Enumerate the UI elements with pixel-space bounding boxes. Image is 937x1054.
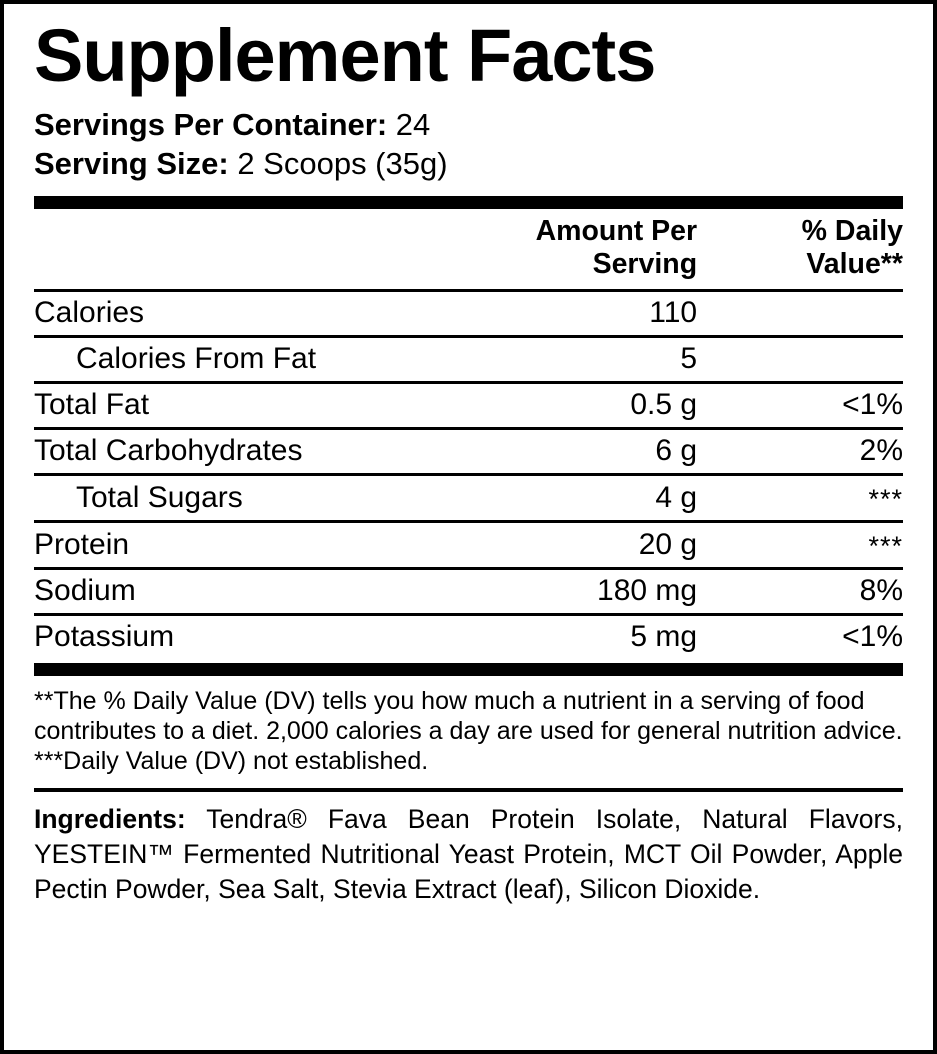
row-name: Calories — [34, 290, 442, 336]
header-amount-per-serving: Amount Per Serving — [535, 214, 698, 280]
serving-size — [34, 144, 911, 184]
row-name: Total Fat — [34, 382, 442, 428]
table-row — [34, 521, 903, 568]
servings-per-container-value: 24 — [395, 106, 431, 142]
serving-size-label: Serving Size: — [34, 146, 229, 182]
row-name: Protein — [34, 521, 442, 568]
footnote-not-established: ***Daily Value (DV) not established. — [34, 746, 429, 775]
row-name: Potassium — [34, 614, 442, 659]
table-row — [34, 428, 903, 474]
row-amount: 0.5 g — [442, 382, 703, 428]
row-dv: *** — [703, 521, 903, 568]
footnotes — [34, 686, 903, 776]
table-row — [34, 568, 903, 614]
top-divider — [34, 196, 903, 209]
ingredients — [34, 802, 903, 908]
ingredients-divider — [34, 788, 903, 792]
ingredients-label: Ingredients: — [34, 803, 186, 834]
row-amount: 6 g — [442, 428, 703, 474]
row-name: Total Carbohydrates — [34, 428, 442, 474]
row-amount: 110 — [442, 290, 703, 336]
row-name: Sodium — [34, 568, 442, 614]
servings-per-container — [34, 105, 911, 145]
header-blank — [34, 209, 442, 291]
table-row — [34, 474, 903, 521]
row-name: Calories From Fat — [34, 336, 442, 382]
servings-per-container-label: Servings Per Container: — [34, 106, 388, 142]
row-amount: 5 — [442, 336, 703, 382]
row-amount: 20 g — [442, 521, 703, 568]
row-amount: 4 g — [442, 474, 703, 521]
row-dv: *** — [703, 474, 903, 521]
footnote-daily-value: **The % Daily Value (DV) tells you how much a nutrient in a serving of food contributes to a diet. 2,000 calories a day are used for general nutrition advice. — [34, 686, 903, 745]
row-dv — [703, 290, 903, 336]
table-row — [34, 290, 903, 336]
table-row — [34, 382, 903, 428]
row-dv: <1% — [703, 614, 903, 659]
row-amount: 180 mg — [442, 568, 703, 614]
row-dv — [703, 336, 903, 382]
page-title: Supplement Facts — [34, 14, 656, 97]
row-amount: 5 mg — [442, 614, 703, 659]
bottom-divider — [34, 663, 903, 676]
row-name: Total Sugars — [34, 474, 442, 521]
header-daily-value: % Daily Value** — [801, 214, 903, 280]
row-dv: <1% — [703, 382, 903, 428]
table-row — [34, 336, 903, 382]
nutrition-table — [34, 209, 903, 659]
serving-size-value: 2 Scoops (35g) — [237, 146, 448, 182]
ingredients-text: Tendra® Fava Bean Protein Isolate, Natural Flavors, YESTEIN™ Fermented Nutritional Yeast Protein, MCT Oil Powder, Apple Pectin Powder, Sea Salt, Stevia Extract (leaf), Silicon Dioxide. — [34, 803, 903, 905]
table-row — [34, 614, 903, 659]
table-header-row — [34, 209, 903, 291]
row-dv: 8% — [703, 568, 903, 614]
row-dv: 2% — [703, 428, 903, 474]
